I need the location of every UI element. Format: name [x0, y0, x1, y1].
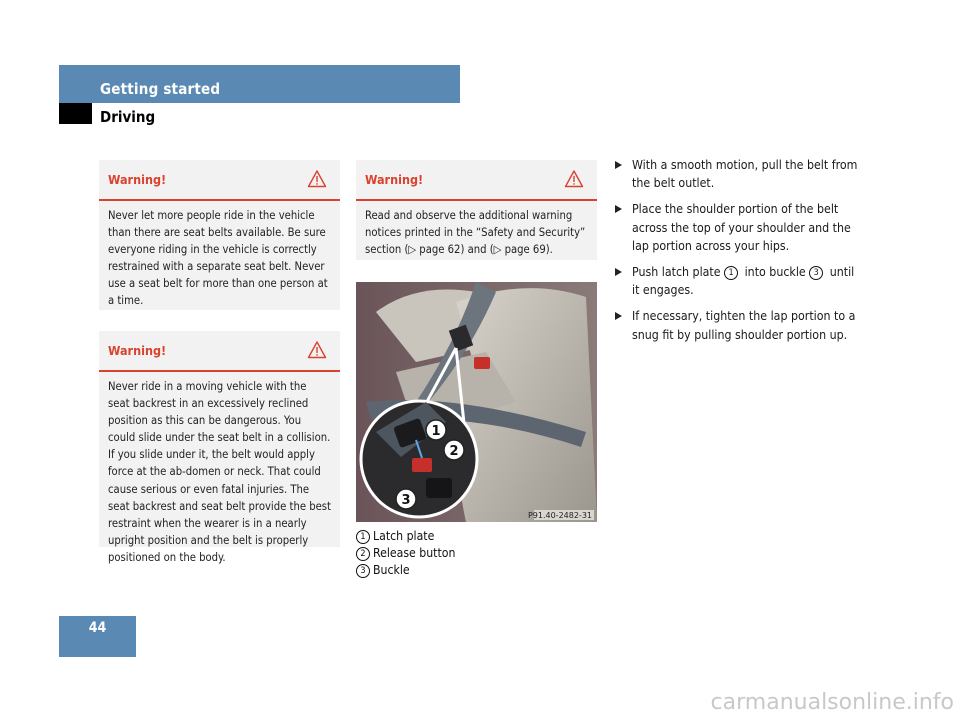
- warning-title: Warning!: [108, 343, 167, 358]
- bullet-arrow-icon: [615, 268, 622, 276]
- legend-item: [356, 563, 410, 578]
- figure-callout-2: 2: [449, 444, 459, 459]
- inline-number: 1: [724, 266, 738, 280]
- warning-header: [356, 160, 597, 201]
- subsection-marker: [59, 103, 92, 124]
- legend-label: Buckle: [373, 563, 410, 577]
- legend-item: [356, 529, 434, 544]
- warning-triangle-icon: [564, 169, 584, 189]
- legend-number: 3: [356, 564, 370, 578]
- instruction-step: [612, 156, 860, 192]
- bullet-arrow-icon: [615, 205, 622, 213]
- subsection-title: Driving: [100, 108, 156, 126]
- instruction-step: [612, 263, 860, 299]
- seat-belt-photo: [356, 282, 597, 522]
- warning-header: [99, 331, 340, 372]
- warning-text: Never ride in a moving vehicle with the seat backrest in an excessively reclined position as this can be dangerous. You could slide under the seat belt in a collision. If you slide under it, the belt would apply force at the ab-domen or neck. That could cause serious or even fatal injuries. The seat backrest and seat belt provide the best restraint when the wearer is in a nearly upright position and the belt is properly positioned on the body.: [108, 380, 331, 564]
- instruction-step: [612, 200, 860, 255]
- step-text: With a smooth motion, pull the belt from the belt outlet.: [632, 158, 858, 191]
- legend-item: [356, 546, 455, 561]
- step-text-pre: Push latch plate: [632, 265, 725, 280]
- page-number: 44: [88, 620, 107, 636]
- legend-number: 2: [356, 547, 370, 561]
- instruction-steps: [612, 156, 860, 352]
- bullet-arrow-icon: [615, 161, 622, 169]
- step-text: Place the shoulder portion of the belt across the top of your shoulder and the lap portion across your hips.: [632, 202, 851, 253]
- warning-box-additional-notices: [356, 160, 597, 260]
- warning-text: Read and observe the additional warning notices printed in the “Safety and Security” section (▷ page 62) and (▷ page 69).: [365, 209, 586, 257]
- legend-number: 1: [356, 530, 370, 544]
- warning-box-reclined-seat: [99, 331, 340, 564]
- warning-title: Warning!: [365, 172, 424, 187]
- step-text-mid: into buckle: [741, 265, 810, 280]
- bullet-arrow-icon: [615, 312, 622, 320]
- section-title: Getting started: [100, 80, 221, 98]
- legend-label: Latch plate: [373, 529, 435, 543]
- figure-callout-3: 3: [401, 493, 411, 508]
- step-text-post: until it engages.: [632, 265, 855, 298]
- figure-callout-1: 1: [431, 424, 441, 439]
- legend-label: Release button: [373, 546, 456, 560]
- step-text: If necessary, tighten the lap portion to a snug fit by pulling shoulder portion up.: [632, 309, 856, 342]
- warning-text: Never let more people ride in the vehicle than there are seat belts available. Be sure everyone riding in the vehicle is correctly restrained with a separate seat belt. Never use a seat belt for more than one person at a time.: [108, 209, 328, 308]
- warning-box-seat-count: [99, 160, 340, 310]
- instruction-step: [612, 307, 860, 343]
- inline-number: 3: [809, 266, 823, 280]
- warning-title: Warning!: [108, 172, 167, 187]
- watermark: carmanualsonline.info: [710, 690, 954, 715]
- warning-header: [99, 160, 340, 201]
- warning-triangle-icon: [307, 169, 327, 189]
- figure-reference: P91.40-2482-31: [527, 511, 592, 520]
- seat-belt-illustration: [356, 282, 597, 522]
- warning-triangle-icon: [307, 340, 327, 360]
